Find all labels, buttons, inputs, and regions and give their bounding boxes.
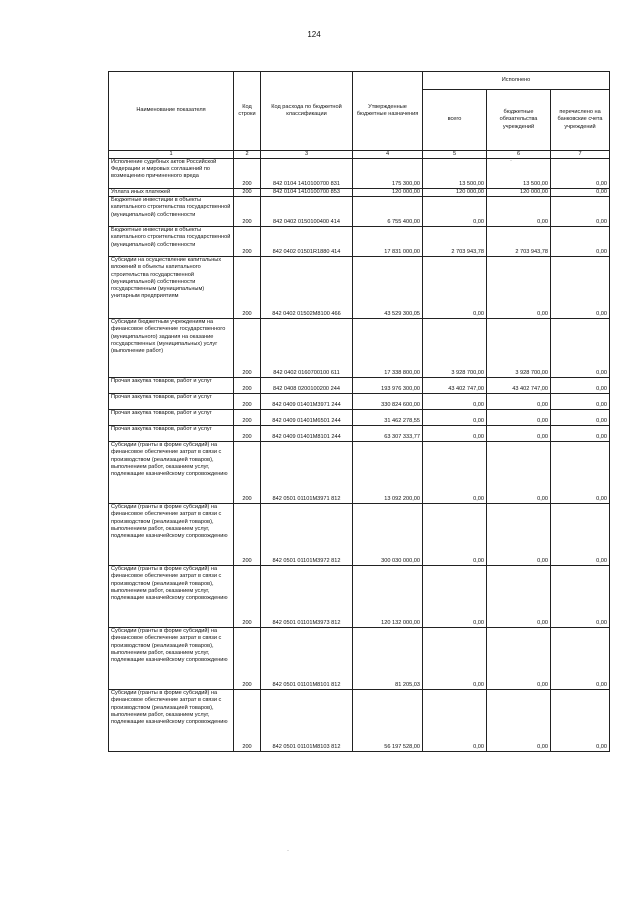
row-name: Субсидии (гранты в форме субсидий) на финансовое обеспечение затрат в связи с производством (реализацией товаров), выполнением работ, оказанием услуг, подлежащие казначейскому сопровождению	[109, 566, 234, 628]
row-line-code: 200	[234, 189, 261, 197]
row-expense-code: 842 0409 01401M3971 244	[261, 394, 353, 410]
row-executed-total: 0,00	[423, 426, 487, 442]
row-line-code: 200	[234, 426, 261, 442]
row-expense-code: 842 0402 0160700100 611	[261, 319, 353, 378]
table-row	[109, 410, 610, 426]
row-transferred: 0,00	[551, 227, 610, 257]
row-approved: 300 030 000,00	[353, 504, 423, 566]
column-number: 6	[487, 151, 551, 159]
row-transferred: 0,00	[551, 566, 610, 628]
row-line-code: 200	[234, 504, 261, 566]
row-budget-obligations: 0,00	[487, 690, 551, 752]
row-approved: 120 000,00	[353, 189, 423, 197]
table-row	[109, 257, 610, 319]
row-transferred: 0,00	[551, 410, 610, 426]
row-line-code: 200	[234, 410, 261, 426]
row-name: Субсидии бюджетным учреждениям на финансовое обеспечение государственного (муниципального) задания на оказание государственных (муниципальных) услуг (выполнение работ)	[109, 319, 234, 378]
row-name: Субсидии (гранты в форме субсидий) на финансовое обеспечение затрат в связи с производством (реализацией товаров), выполнением работ, оказанием услуг, подлежащие казначейскому сопровождению	[109, 442, 234, 504]
row-transferred: 0,00	[551, 690, 610, 752]
row-approved: 31 462 278,55	[353, 410, 423, 426]
row-line-code: 200	[234, 566, 261, 628]
row-executed-total: 0,00	[423, 566, 487, 628]
row-budget-obligations: 0,00	[487, 426, 551, 442]
scan-speck: ·	[510, 158, 512, 164]
table-row	[109, 628, 610, 690]
row-executed-total: 0,00	[423, 410, 487, 426]
row-name: Субсидии (гранты в форме субсидий) на финансовое обеспечение затрат в связи с производством (реализацией товаров), выполнением работ, оказанием услуг, подлежащие казначейскому сопровождению	[109, 628, 234, 690]
row-line-code: 200	[234, 319, 261, 378]
header-transferred: перечислено на банковские счета учреждений	[551, 90, 610, 151]
column-number: 5	[423, 151, 487, 159]
row-transferred: 0,00	[551, 426, 610, 442]
column-number: 7	[551, 151, 610, 159]
row-expense-code: 842 0104 1410100700 853	[261, 189, 353, 197]
row-line-code: 200	[234, 442, 261, 504]
budget-execution-table	[108, 71, 610, 752]
row-budget-obligations: 43 402 747,00	[487, 378, 551, 394]
table-row	[109, 504, 610, 566]
row-transferred: 0,00	[551, 378, 610, 394]
row-executed-total: 0,00	[423, 504, 487, 566]
row-name: Исполнение судебных актов Российской Федерации и мировых соглашений по возмещению причиненного вреда	[109, 159, 234, 189]
row-approved: 43 529 300,05	[353, 257, 423, 319]
table-row	[109, 197, 610, 227]
row-transferred: 0,00	[551, 319, 610, 378]
row-transferred: 0,00	[551, 189, 610, 197]
table-row	[109, 690, 610, 752]
header-name: Наименование показателя	[109, 72, 234, 151]
row-expense-code: 842 0409 01401M6501 244	[261, 410, 353, 426]
table-row	[109, 378, 610, 394]
row-budget-obligations: 13 500,00	[487, 159, 551, 189]
row-approved: 6 755 400,00	[353, 197, 423, 227]
header-total: всего	[423, 90, 487, 151]
row-expense-code: 842 0409 01401M8101 244	[261, 426, 353, 442]
table-row	[109, 189, 610, 197]
row-transferred: 0,00	[551, 394, 610, 410]
row-expense-code: 842 0104 1410100700 831	[261, 159, 353, 189]
row-executed-total: 0,00	[423, 442, 487, 504]
row-transferred: 0,00	[551, 197, 610, 227]
row-transferred: 0,00	[551, 504, 610, 566]
header-executed-group: Исполнено	[423, 72, 610, 90]
row-name: Субсидии (гранты в форме субсидий) на финансовое обеспечение затрат в связи с производством (реализацией товаров), выполнением работ, оказанием услуг, подлежащие казначейскому сопровождению	[109, 690, 234, 752]
table-row	[109, 394, 610, 410]
row-budget-obligations: 0,00	[487, 628, 551, 690]
page-number: 124	[307, 30, 321, 39]
row-expense-code: 842 0402 0150100400 414	[261, 197, 353, 227]
row-executed-total: 13 500,00	[423, 159, 487, 189]
row-budget-obligations: 0,00	[487, 504, 551, 566]
row-executed-total: 43 402 747,00	[423, 378, 487, 394]
row-line-code: 200	[234, 227, 261, 257]
column-number-row	[109, 151, 610, 159]
row-expense-code: 842 0501 01101M8103 812	[261, 690, 353, 752]
row-line-code: 200	[234, 257, 261, 319]
row-executed-total: 0,00	[423, 197, 487, 227]
row-expense-code: 842 0408 0200100200 244	[261, 378, 353, 394]
row-budget-obligations: 3 928 700,00	[487, 319, 551, 378]
row-executed-total: 0,00	[423, 628, 487, 690]
row-name: Прочая закупка товаров, работ и услуг	[109, 410, 234, 426]
row-approved: 330 824 600,00	[353, 394, 423, 410]
row-approved: 175 300,00	[353, 159, 423, 189]
row-transferred: 0,00	[551, 628, 610, 690]
row-name: Бюджетные инвестиции в объекты капитального строительства государственной (муниципальной) собственности	[109, 197, 234, 227]
row-expense-code: 842 0402 01502M8100 466	[261, 257, 353, 319]
row-budget-obligations: 0,00	[487, 442, 551, 504]
row-name: Прочая закупка товаров, работ и услуг	[109, 426, 234, 442]
row-approved: 17 338 800,00	[353, 319, 423, 378]
table-row	[109, 319, 610, 378]
row-budget-obligations: 0,00	[487, 257, 551, 319]
scan-speck: ·	[287, 848, 289, 854]
row-approved: 56 197 528,00	[353, 690, 423, 752]
table-row	[109, 227, 610, 257]
table-row	[109, 426, 610, 442]
column-number: 3	[261, 151, 353, 159]
row-expense-code: 842 0501 01101M3972 812	[261, 504, 353, 566]
header-expense-code: Код расхода по бюджетной классификации	[261, 72, 353, 151]
row-approved: 193 976 300,00	[353, 378, 423, 394]
row-budget-obligations: 120 000,00	[487, 189, 551, 197]
row-transferred: 0,00	[551, 257, 610, 319]
column-number: 2	[234, 151, 261, 159]
row-name: Прочая закупка товаров, работ и услуг	[109, 378, 234, 394]
column-number: 1	[109, 151, 234, 159]
row-executed-total: 120 000,00	[423, 189, 487, 197]
row-name: Бюджетные инвестиции в объекты капитального строительства государственной (муниципальной) собственности	[109, 227, 234, 257]
header-approved: Утвержденные бюджетные назначения	[353, 72, 423, 151]
row-budget-obligations: 0,00	[487, 410, 551, 426]
row-transferred: 0,00	[551, 159, 610, 189]
header-budget-obligations: бюджетные обязательства учреждений	[487, 90, 551, 151]
row-name: Субсидии на осуществление капитальных вложений в объекты капитального строительства государственной (муниципальной) собственности государственным (муниципальным) унитарным предприятиям	[109, 257, 234, 319]
row-budget-obligations: 2 703 943,78	[487, 227, 551, 257]
row-executed-total: 2 703 943,78	[423, 227, 487, 257]
row-budget-obligations: 0,00	[487, 394, 551, 410]
row-name: Прочая закупка товаров, работ и услуг	[109, 394, 234, 410]
row-transferred: 0,00	[551, 442, 610, 504]
row-line-code: 200	[234, 197, 261, 227]
column-number: 4	[353, 151, 423, 159]
row-approved: 17 831 000,00	[353, 227, 423, 257]
row-line-code: 200	[234, 159, 261, 189]
header-line-code: Код строки	[234, 72, 261, 151]
row-expense-code: 842 0501 01101M3973 812	[261, 566, 353, 628]
row-name: Субсидии (гранты в форме субсидий) на финансовое обеспечение затрат в связи с производством (реализацией товаров), выполнением работ, оказанием услуг, подлежащие казначейскому сопровождению	[109, 504, 234, 566]
row-approved: 81 205,03	[353, 628, 423, 690]
row-executed-total: 0,00	[423, 257, 487, 319]
row-executed-total: 3 928 700,00	[423, 319, 487, 378]
row-expense-code: 842 0501 01101M3971 812	[261, 442, 353, 504]
row-executed-total: 0,00	[423, 394, 487, 410]
row-line-code: 200	[234, 690, 261, 752]
row-line-code: 200	[234, 378, 261, 394]
row-executed-total: 0,00	[423, 690, 487, 752]
row-budget-obligations: 0,00	[487, 197, 551, 227]
table-row	[109, 159, 610, 189]
row-line-code: 200	[234, 394, 261, 410]
table-row	[109, 442, 610, 504]
row-name: Уплата иных платежей	[109, 189, 234, 197]
row-approved: 120 132 000,00	[353, 566, 423, 628]
row-expense-code: 842 0402 01501R1880 414	[261, 227, 353, 257]
row-approved: 13 092 200,00	[353, 442, 423, 504]
row-approved: 63 307 333,77	[353, 426, 423, 442]
row-line-code: 200	[234, 628, 261, 690]
row-expense-code: 842 0501 01101M8101 812	[261, 628, 353, 690]
row-budget-obligations: 0,00	[487, 566, 551, 628]
table-row	[109, 566, 610, 628]
